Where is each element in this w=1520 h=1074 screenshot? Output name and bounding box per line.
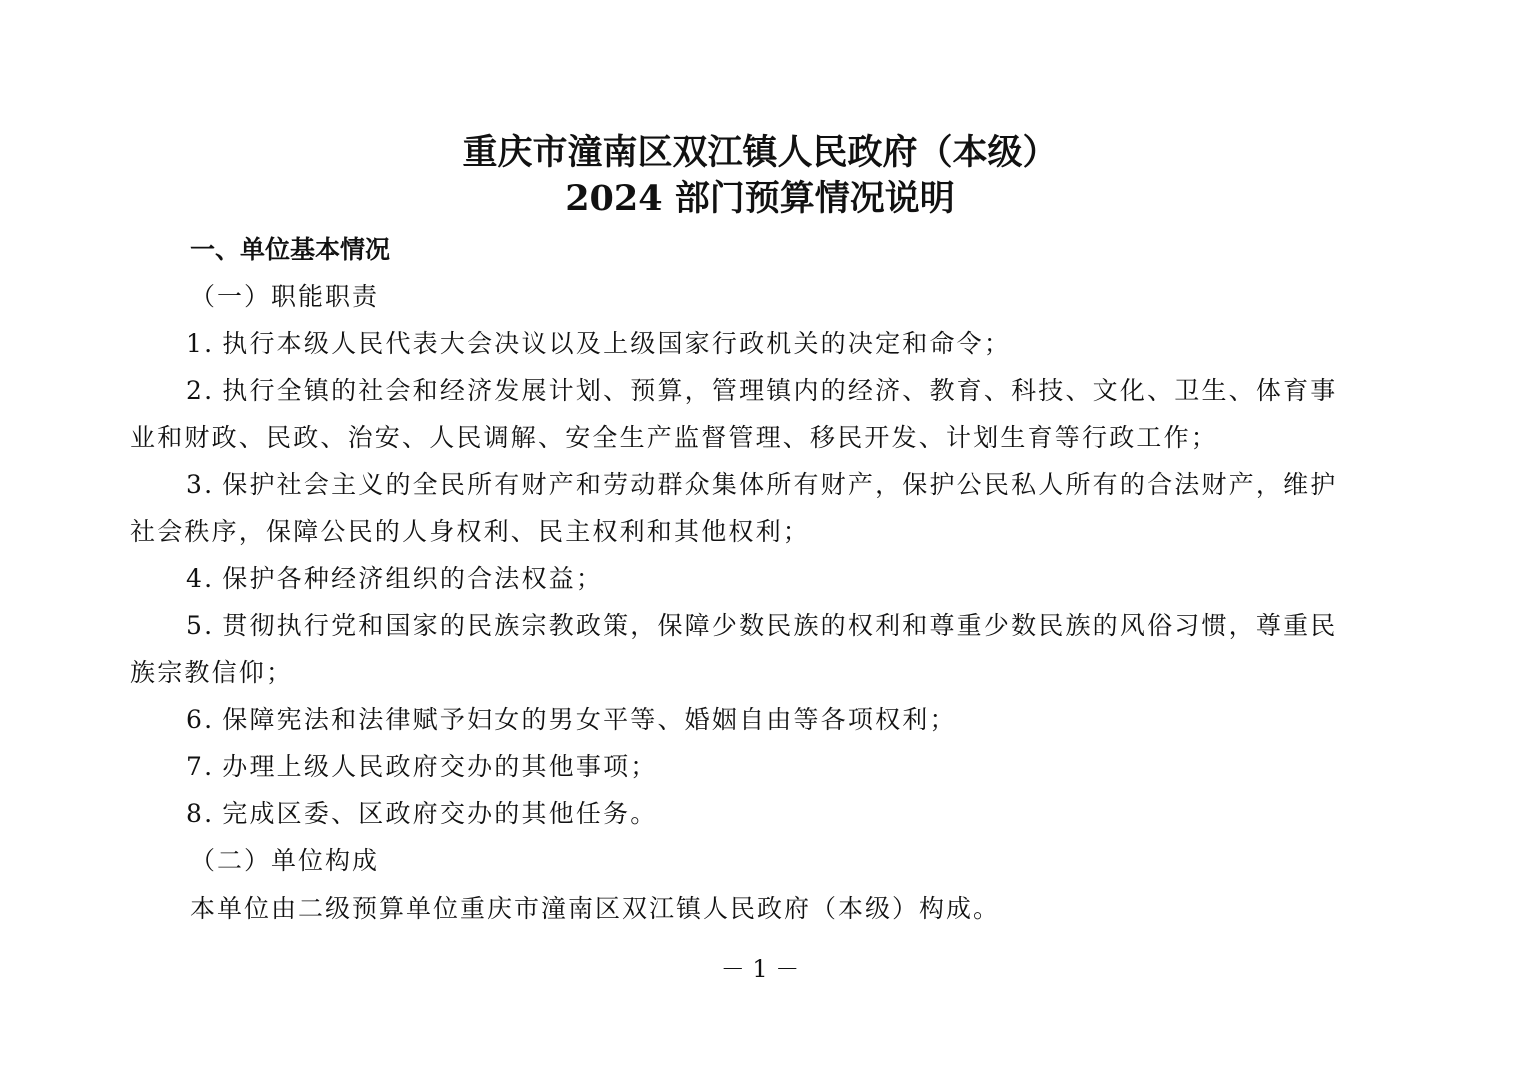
duty-item-4 — [186, 561, 603, 597]
duty-item-1 — [186, 326, 1011, 362]
duty-item-3 — [186, 467, 1337, 503]
duty-item-6 — [186, 702, 957, 738]
duty-text: 贯彻执行党和国家的民族宗教政策，保障少数民族的权利和尊重少数民族的风俗习惯，尊重民 — [222, 611, 1338, 640]
page-number: － 1 － — [720, 955, 800, 983]
duty-number: 5. — [186, 611, 215, 640]
composition-paragraph: 本单位由二级预算单位重庆市潼南区双江镇人民政府（本级）构成。 — [190, 894, 1001, 923]
document-title-line2: 2024 部门预算情况说明 — [565, 178, 955, 219]
duty-number: 2. — [186, 376, 215, 405]
duty-number: 8. — [186, 799, 215, 828]
duty-item-8 — [186, 796, 657, 832]
duty-item-2-continuation: 业和财政、民政、治安、人民调解、安全生产监督管理、移民开发、计划生育等行政工作； — [130, 423, 1219, 452]
duty-number: 6. — [186, 705, 215, 734]
duty-item-2 — [186, 373, 1337, 409]
duty-item-7 — [186, 749, 657, 785]
duty-text: 保护社会主义的全民所有财产和劳动群众集体所有财产，保护公民私人所有的合法财产，维护 — [222, 470, 1338, 499]
duty-text: 保护各种经济组织的合法权益； — [222, 564, 604, 593]
subheading-functions: （一）职能职责 — [190, 282, 380, 311]
duty-text: 办理上级人民政府交办的其他事项； — [222, 752, 658, 781]
duty-number: 4. — [186, 564, 215, 593]
document-title-line1: 重庆市潼南区双江镇人民政府（本级） — [462, 132, 1058, 173]
duty-text: 执行全镇的社会和经济发展计划、预算，管理镇内的经济、教育、科技、文化、卫生、体育事 — [222, 376, 1338, 405]
duty-text: 执行本级人民代表大会决议以及上级国家行政机关的决定和命令； — [222, 329, 1012, 358]
section-heading-basic-info: 一、单位基本情况 — [190, 235, 391, 264]
duty-item-5 — [186, 608, 1337, 644]
duty-text: 完成区委、区政府交办的其他任务。 — [222, 799, 658, 828]
duty-item-5-continuation: 族宗教信仰； — [130, 658, 294, 687]
duty-number: 1. — [186, 329, 215, 358]
subheading-composition: （二）单位构成 — [190, 846, 380, 875]
duty-item-3-continuation: 社会秩序，保障公民的人身权利、民主权利和其他权利； — [130, 517, 811, 546]
duty-number: 3. — [186, 470, 215, 499]
duty-text: 保障宪法和法律赋予妇女的男女平等、婚姻自由等各项权利； — [222, 705, 957, 734]
duty-number: 7. — [186, 752, 215, 781]
